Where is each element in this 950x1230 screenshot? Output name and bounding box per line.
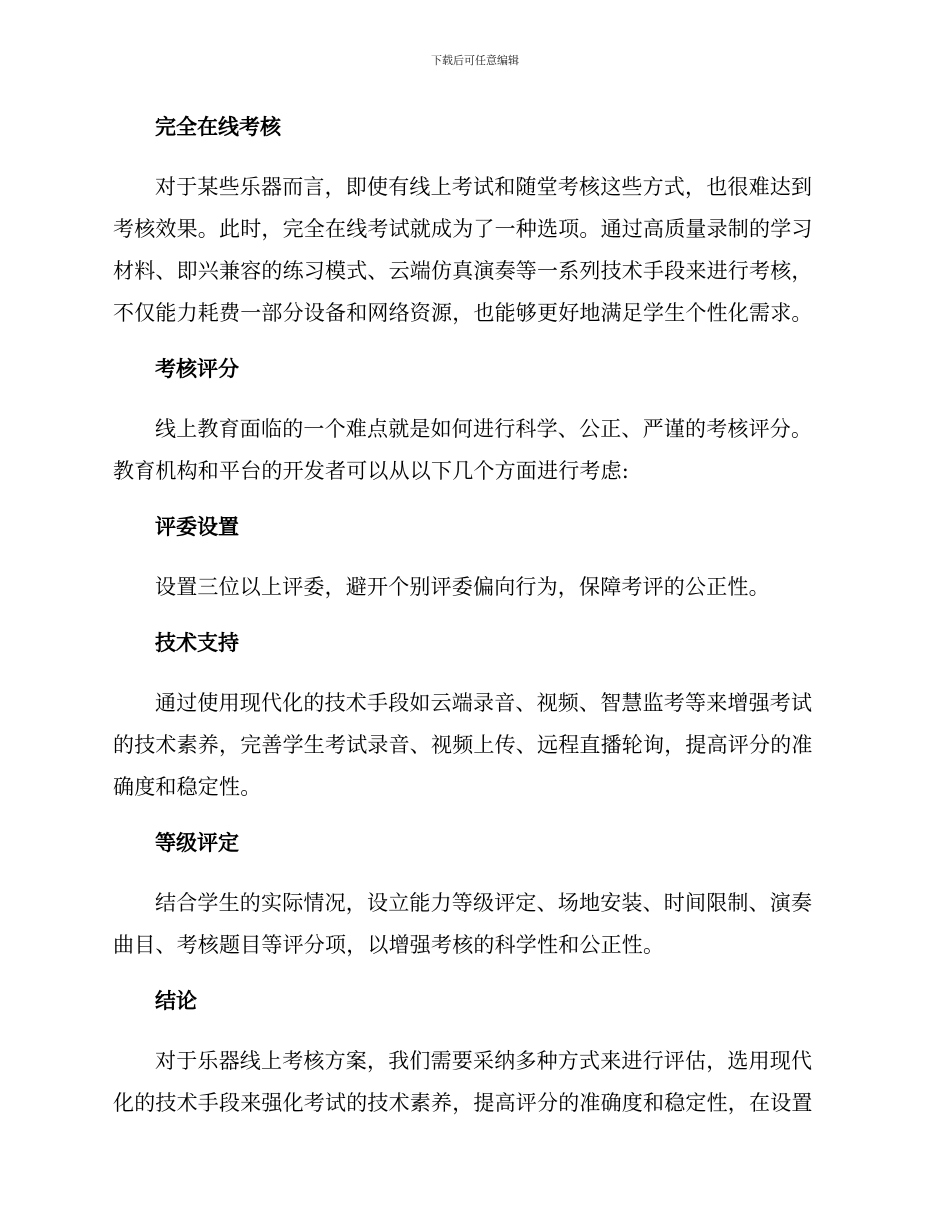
section-paragraph: 设置三位以上评委，避开个别评委偏向行为，保障考评的公正性。 — [155, 575, 770, 599]
section-online-exam — [113, 112, 833, 354]
section-heading: 完全在线考核 — [155, 115, 281, 139]
section-tech-support — [113, 628, 833, 828]
page-header: 下载后可任意编辑 — [431, 54, 519, 67]
section-grading — [113, 828, 833, 986]
section-conclusion — [113, 986, 833, 1124]
section-heading: 等级评定 — [155, 831, 239, 855]
section-paragraph: 线上教育面临的一个难点就是如何进行科学、公正、严谨的考核评分。教育机构和平台的开发者可以从以下几个方面进行考虑: — [113, 417, 813, 483]
section-paragraph: 通过使用现代化的技术手段如云端录音、视频、智慧监考等来增强考试的技术素养，完善学生考试录音、视频上传、远程直播轮询，提高评分的准确度和稳定性。 — [113, 691, 813, 799]
section-heading: 结论 — [155, 989, 197, 1013]
section-heading: 考核评分 — [155, 357, 239, 381]
section-paragraph: 对于乐器线上考核方案，我们需要采纳多种方式来进行评估，选用现代化的技术手段来强化考试的技术素养，提高评分的准确度和稳定性，在设置 — [113, 1049, 813, 1115]
section-scoring — [113, 354, 833, 512]
section-heading: 评委设置 — [155, 515, 239, 539]
document-body — [113, 112, 833, 1124]
section-paragraph: 对于某些乐器而言，即使有线上考试和随堂考核这些方式，也很难达到考核效果。此时，完全在线考试就成为了一种选项。通过高质量录制的学习材料、即兴兼容的练习模式、云端仿真演奏等一系列技术手段来进行考核，不仅能力耗费一部分设备和网络资源，也能够更好地满足学生个性化需求。 — [113, 175, 813, 325]
section-heading: 技术支持 — [155, 631, 239, 655]
section-judges — [113, 512, 833, 628]
section-paragraph: 结合学生的实际情况，设立能力等级评定、场地安装、时间限制、演奏曲目、考核题目等评分项，以增强考核的科学性和公正性。 — [113, 891, 813, 957]
